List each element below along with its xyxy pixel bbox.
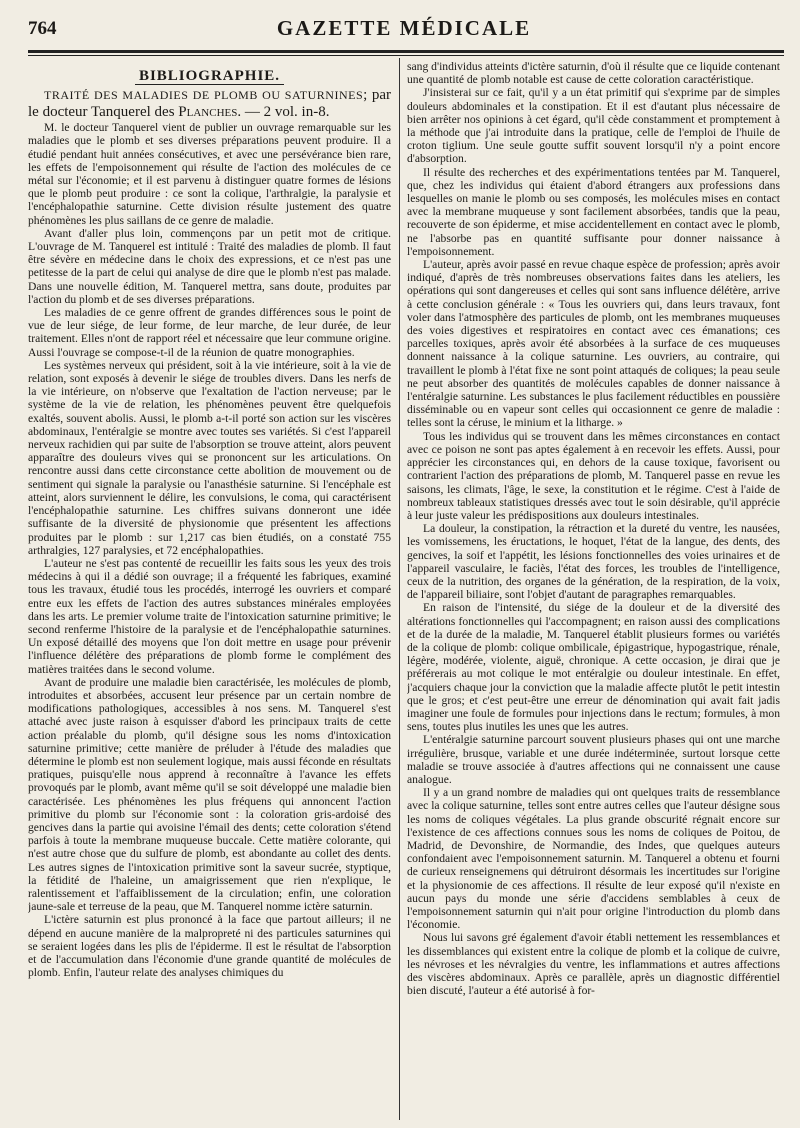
paragraph: Tous les individus qui se trouvent dans les mêmes circonstances en contact avec ce poison ne sont pas aptes également à en recevoir les effets. Aussi, pour apprécier les circonstances qui, en dehors de la cause toxique, favorisent ou contrarient l'action des préparations de plomb, M. Tanquerel passe en revue les saisons, les climats, l'âge, le sexe, la constitution et le régime. C'est à l'aide de nombreux tableaux statistiques dressés avec tout le soin désirable, qu'il apprécie à leur juste valeur les prédispositions aux douleurs intestinales. bbox=[407, 429, 780, 522]
book-title bbox=[28, 87, 391, 121]
paragraph: Avant de produire une maladie bien caractérisée, les molécules de plomb, introduites et absorbées, accusent leur présence par un certain nombre de modifications pathologiques, accessibles à nos sens. M. Tanquerel s'est attaché avec juste raison à esquisser d'abord les principaux traits de cette action préalable du plomb, qu'il désigne sous les noms d'intoxication saturnine primitive; cette manière de préluder à l'étude des maladies que détermine le plomb est non seulement logique, mais aussi féconde en résultats pratiques, puisqu'elle nous apprend à reconnaître à l'avance les effets provoqués par le plomb, avant même qu'il se soit développé une maladie bien caractérisée. Les phénomènes les plus fréquens qui annoncent l'action primitive du plomb sur l'économie sont : la coloration gris-ardoisé des gencives dans la partie qui avoisine l'émail des dents; cette coloration s'étend parfois à toute la membrane muqueuse buccale. Cette matière colorante, qui n'est autre chose que du sulfure de plomb, est abondante au collet des dents. Les autres signes de l'intoxication primitive sont la saveur sucrée, styptique, la fétidité de l'haleine, un amaigrissement que rien n'explique, le ralentissement et l'affaiblissement de la circulation; enfin, une coloration jaune-sale et terreuse de la peau, que M. Tanquerel nomme ictère saturnin. bbox=[28, 675, 391, 914]
paragraph: Il résulte des recherches et des expérimentations tentées par M. Tanquerel, que, chez les individus qui étaient d'abord étrangers aux professions dans lesquelles on manie le plomb ou ses composés, les molécules mises en contact avec la membrane muqueuse y sont facilement absorbées, tandis que la peau, recouverte de son épiderme, et mise accidentellement en contact avec le plomb, ne l'absorbe pas en quantité suffisante pour donner naissance à l'empoisonnement. bbox=[407, 165, 780, 258]
paragraph: L'ictère saturnin est plus prononcé à la face que partout ailleurs; il ne dépend en aucune manière de la malpropreté ni des particules saturnines qui se seraient logées dans les plis de l'épiderme. Il est le résultat de l'absorption et de l'accumulation dans l'économie d'une grande quantité de molécules de plomb. Enfin, l'auteur relate des analyses chimiques du bbox=[28, 913, 391, 980]
paragraph: Les maladies de ce genre offrent de grandes différences sous le point de vue de leur siége, de leur forme, de leur marche, de leur durée, de leur traitement. Elles n'ont de rapport réel et nécessaire que leur commune origine. Aussi l'ouvrage se compose-t-il de la réunion de quatre monographies. bbox=[28, 306, 391, 359]
paragraph: L'auteur ne s'est pas contenté de recueillir les faits sous les yeux des trois médecins à qui il a dédié son ouvrage; il a fréquenté les fabriques, examiné tous les travaux, étudié tous les procédés, interrogé les ouvriers et comparé entre eux les effets de l'action des autres substances minérales employées dans les arts. Le premier volume traite de l'intoxication saturnine primitive; le second renferme l'histoire de la paralysie et de l'encéphalopathie saturnines. Un exposé détaillé des moyens que l'on doit mettre en usage pour prévenir l'influence délétère des préparations de plomb forme le complément des matières traitées dans le second volume. bbox=[28, 556, 391, 676]
paragraph: M. le docteur Tanquerel vient de publier un ouvrage remarquable sur les maladies que le plomb et ses diverses préparations peuvent produire. Il a étudié pendant huit années consécutives, et avec une persévérance bien rare, les effets de l'empoisonnement qui résulte de l'action des molécules de ce métal sur l'économie; et il est parvenu à distinguer quatre formes de lésions que le plomb peut produire : ce sont la colique, l'arthralgie, la paralysie et l'encéphalopathie saturnine. Cette division résulte justement des quatre phénomènes les plus saillans de ce genre de maladie. bbox=[28, 121, 391, 227]
left-paragraphs bbox=[28, 121, 391, 979]
book-title-work: TRAITÉ DES MALADIES DE PLOMB OU SATURNINES bbox=[44, 88, 364, 103]
left-column bbox=[28, 60, 391, 1120]
paragraph: L'auteur, après avoir passé en revue chaque espèce de profession; après avoir indiqué, d'après de très nombreuses observations faites dans les ateliers, les opérations qui sont dangereuses et celles qui sont sans influence délétère, arrive à cette conclusion générale : « Tous les ouvriers qui, dans leurs travaux, font voler dans l'atmosphère des particules de plomb, ont les membranes muqueuses des voies digestives et respiratoires en contact avec ces émanations; ces parcelles toxiques, après avoir été absorbées à la surface de ces muqueuses donnent naissance à la colique saturnine. Les ouvriers, au contraire, qui travaillent le plomb à l'état fixe ne sont point attaqués de coliques; la peau seule ne peut absorber des quantités de molécules capables de donner naissance à l'entéralgie saturnine. Les substances le plus facilement réductibles en poussière disséminable ou en vapeur sont celles qui occasionnent ce genre de maladie : telles sont la céruse, le minium et la litharge. » bbox=[407, 258, 780, 430]
column-divider bbox=[399, 58, 400, 1120]
paragraph: sang d'individus atteints d'ictère saturnin, d'où il résulte que ce liquide contenant une quantité de plomb notable est cause de cette coloration caractéristique. bbox=[407, 60, 780, 87]
section-title bbox=[28, 70, 391, 83]
right-column bbox=[407, 60, 780, 1120]
header-rule-thin bbox=[28, 55, 784, 56]
paragraph: Nous lui savons gré également d'avoir établi nettement les ressemblances et les dissemblances qui existent entre la colique de plomb et la colique de cuivre, les névroses et les névralgies du ventre, les inflammations et autres affections des viscères abdominaux. Après ce parallèle, après un diagnostic différentiel bien discuté, l'auteur a été autorisé à for- bbox=[407, 931, 780, 998]
page-header bbox=[28, 14, 780, 44]
paragraph: J'insisterai sur ce fait, qu'il y a un état primitif qui s'exprime par de simples douleurs abdominales et la constipation. Et il est d'autant plus nécessaire de bien arrêter nos opinions à cet égard, qu'il cède constamment et promptement à la méthode que j'ai introduite dans la pratique, celle de l'emploi de l'huile de croton tiglium. Une seule goutte suffit souvent lorsqu'il n'y a point encore d'absorption. bbox=[407, 86, 780, 166]
paragraph: En raison de l'intensité, du siége de la douleur et de la diversité des altérations fonctionnelles qui l'accompagnent; en raison aussi des complications et de la durée de la maladie, M. Tanquerel établit plusieurs formes ou variétés de la colique de plomb: colique ombilicale, épigastrique, hypogastrique, rénale, légère, modérée, violente, aiguë, chronique. A cette occasion, je dirai que je préférerais au mot colique le mot entéralgie ou douleur intestinale. En effet, j'acquiers chaque jour la conviction que la maladie affecte plutôt le petit intestin que le gros; et c'est peut-être une erreur de dénomination qui avait fait jadis imaginer une foule de formules pour injections dans le rectum; formules, à mon sens, toutes plus inutiles les unes que les autres. bbox=[407, 601, 780, 734]
section-title-text: BIBLIOGRAPHIE. bbox=[135, 68, 284, 85]
paragraph: Avant d'aller plus loin, commençons par un petit mot de critique. L'ouvrage de M. Tanquerel est intitulé : Traité des maladies de plomb. Il faut être sévère en médecine dans le choix des expressions, et ce n'est pas une petitesse de la part de celui qui analyse de dire que le plomb n'est pas malade. Dans une nouvelle édition, M. Tanquerel mettra, sans doute, produites par l'action du plomb et de ses diverses préparations. bbox=[28, 226, 391, 306]
paragraph: L'entéralgie saturnine parcourt souvent plusieurs phases qui ont une marche irrégulière, brusque, variable et une durée indéterminée, surtout lorsque cette maladie se trouve associée à d'autres affections qui ne connaissent une cause analogue. bbox=[407, 733, 780, 786]
paragraph: Il y a un grand nombre de maladies qui ont quelques traits de ressemblance avec la colique saturnine, telles sont entre autres celles que l'auteur désigne sous les noms de coliques végétales. La plus grande obscurité régnait encore sur l'existence de ces affections connues sous les noms de coliques de Poitou, de Madrid, de Devonshire, de Normandie, des Indes, que quelques auteurs confondaient avec l'empoisonnement saturnin. M. Tanquerel a obtenu et fourni de curieux renseignemens qui détruiront désormais les incertitudes sur l'origine et la physionomie de ces affections. Il résulte de leur exposé qu'il n'existe en aucun pays du monde une série d'accidens semblables à ceux de l'empoisonnement saturnin qui n'ait pour origine l'introduction du plomb dans l'économie. bbox=[407, 786, 780, 932]
paragraph: Les systèmes nerveux qui président, soit à la vie intérieure, soit à la vie de relation, sont exposés à devenir le siége de troubles divers. Dans les nerfs de la vie intérieure, on n'observe que l'exaltation de l'action nerveuse; par le système de la vie de relation, les phénomènes peuvent être quelquefois exaltés, souvent abolis. Aussi, le plomb a-t-il porté son action sur les viscères abdominaux, l'entéralgie se montre avec toutes ses variétés. Si c'est l'appareil nerveux rachidien qui par suite de l'absorption se trouve atteint, alors peuvent apparaître des douleurs vives qui se prononcent sur les articulations. On rencontre aussi dans cette circonstance cette abolition de mouvement ou de sentiment qui signale la paralysie ou l'anasthésie saturnine. Si l'encéphale est atteint, alors surviennent le délire, les convulsions, le coma, qui caractérisent l'encéphalopathie saturnine. Les chiffres suivans donneront une idée suffisante de la diversité de physionomie que présentent les affections produites par le plomb : sur 1,217 cas bien étudiés, on a constaté 755 arthralgies, 127 paralysies, et 72 encéphalopathies. bbox=[28, 358, 391, 557]
paragraph: La douleur, la constipation, la rétraction et la dureté du ventre, les nausées, les vomissemens, les éructations, le hoquet, l'état de la langue, des dents, des gencives, la soif et l'appétit, les lésions fonctionnelles des voies urinaires et de l'appareil vasculaire, le faciès, l'état des forces, les troubles de l'intelligence, ceux de la nutrition, des organes de la génération, de la respiration, de la voix, de l'appareil biliaire, sont l'objet d'autant de paragraphes remarquables. bbox=[407, 522, 780, 602]
journal-title: GAZETTE MÉDICALE bbox=[276, 16, 532, 40]
book-title-rest: . — 2 vol. in-8. bbox=[237, 104, 330, 121]
right-paragraphs bbox=[407, 60, 780, 997]
header-rule-thick bbox=[28, 50, 784, 53]
book-title-author: Planches bbox=[178, 104, 238, 121]
page-number: 764 bbox=[28, 18, 57, 39]
book-title-by: ; par le docteur Tanquerel des bbox=[28, 87, 391, 121]
